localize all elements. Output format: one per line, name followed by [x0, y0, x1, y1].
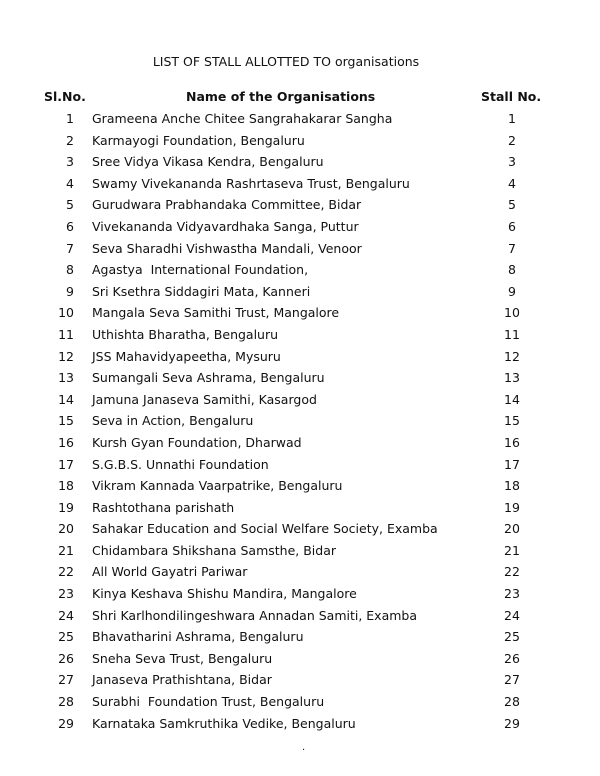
row-organisation-name: Karmayogi Foundation, Bengaluru — [92, 132, 305, 148]
row-organisation-name: Seva in Action, Bengaluru — [92, 413, 254, 429]
row-organisation-name: Kursh Gyan Foundation, Dharwad — [92, 434, 302, 450]
table-row — [0, 194, 600, 216]
row-stall-no: 16 — [504, 434, 520, 450]
row-sl-no: 17 — [58, 456, 74, 472]
row-organisation-name: Jamuna Janaseva Samithi, Kasargod — [92, 391, 317, 407]
row-sl-no: 29 — [58, 715, 74, 731]
row-sl-no: 6 — [66, 218, 74, 234]
row-organisation-name: Karnataka Samkruthika Vedike, Bengaluru — [92, 715, 356, 731]
row-organisation-name: Gurudwara Prabhandaka Committee, Bidar — [92, 197, 362, 213]
row-stall-no: 19 — [504, 499, 520, 515]
document-title: LIST OF STALL ALLOTTED TO organisations — [152, 54, 420, 69]
table-row — [0, 454, 600, 476]
row-stall-no: 5 — [508, 197, 516, 213]
row-organisation-name: S.G.B.S. Unnathi Foundation — [92, 456, 269, 472]
table-row — [0, 389, 600, 411]
row-sl-no: 20 — [58, 521, 74, 537]
row-organisation-name: Kinya Keshava Shishu Mandira, Mangalore — [92, 586, 357, 602]
row-sl-no: 28 — [58, 694, 74, 710]
row-organisation-name: Mangala Seva Samithi Trust, Mangalore — [92, 305, 340, 321]
table-row — [0, 130, 600, 152]
table-row — [0, 713, 600, 735]
table-row — [0, 626, 600, 648]
table-header — [0, 89, 600, 107]
row-stall-no: 25 — [504, 629, 520, 645]
table-row — [0, 669, 600, 691]
table-row — [0, 475, 600, 497]
row-stall-no: 26 — [504, 650, 520, 666]
table-row — [0, 367, 600, 389]
table-row — [0, 410, 600, 432]
row-sl-no: 19 — [58, 499, 74, 515]
row-organisation-name: Sri Ksethra Siddagiri Mata, Kanneri — [92, 283, 311, 299]
table-row — [0, 324, 600, 346]
table-row — [0, 173, 600, 195]
row-organisation-name: Sneha Seva Trust, Bengaluru — [92, 650, 273, 666]
table-row — [0, 540, 600, 562]
row-sl-no: 7 — [66, 240, 74, 256]
row-stall-no: 27 — [504, 672, 520, 688]
row-organisation-name: Swamy Vivekananda Rashrtaseva Trust, Bengaluru — [92, 175, 410, 191]
table-row — [0, 561, 600, 583]
row-organisation-name: Sumangali Seva Ashrama, Bengaluru — [92, 370, 325, 386]
table-row — [0, 346, 600, 368]
row-sl-no: 21 — [58, 542, 74, 558]
row-stall-no: 9 — [508, 283, 516, 299]
row-sl-no: 10 — [58, 305, 74, 321]
row-organisation-name: Surabhi Foundation Trust, Bengaluru — [92, 694, 325, 710]
table-row — [0, 432, 600, 454]
table-row — [0, 605, 600, 627]
table-row — [0, 497, 600, 519]
row-stall-no: 10 — [504, 305, 520, 321]
table-row — [0, 151, 600, 173]
row-stall-no: 22 — [504, 564, 520, 580]
table-row — [0, 518, 600, 540]
row-stall-no: 17 — [504, 456, 520, 472]
table-row — [0, 648, 600, 670]
row-sl-no: 2 — [66, 132, 74, 148]
row-sl-no: 23 — [58, 586, 74, 602]
table-row — [0, 216, 600, 238]
row-sl-no: 16 — [58, 434, 74, 450]
row-stall-no: 6 — [508, 218, 516, 234]
row-sl-no: 18 — [58, 478, 74, 494]
row-organisation-name: Sahakar Education and Social Welfare Society, Examba — [92, 521, 438, 537]
row-stall-no: 3 — [508, 154, 516, 170]
row-organisation-name: Sree Vidya Vikasa Kendra, Bengaluru — [92, 154, 324, 170]
row-sl-no: 12 — [58, 348, 74, 364]
row-stall-no: 21 — [504, 542, 520, 558]
row-sl-no: 27 — [58, 672, 74, 688]
table-row — [0, 302, 600, 324]
row-stall-no: 13 — [504, 370, 520, 386]
row-sl-no: 22 — [58, 564, 74, 580]
row-organisation-name: Shri Karlhondilingeshwara Annadan Samiti, Examba — [92, 607, 418, 623]
row-sl-no: 26 — [58, 650, 74, 666]
row-organisation-name: Janaseva Prathishtana, Bidar — [92, 672, 272, 688]
row-organisation-name: Vikram Kannada Vaarpatrike, Bengaluru — [92, 478, 343, 494]
page-mark: . — [302, 742, 306, 753]
row-stall-no: 20 — [504, 521, 520, 537]
row-sl-no: 15 — [58, 413, 74, 429]
row-sl-no: 24 — [58, 607, 74, 623]
row-sl-no: 9 — [66, 283, 74, 299]
row-sl-no: 5 — [66, 197, 74, 213]
table-row — [0, 281, 600, 303]
row-stall-no: 12 — [504, 348, 520, 364]
row-sl-no: 13 — [58, 370, 74, 386]
row-organisation-name: Seva Sharadhi Vishwastha Mandali, Venoor — [92, 240, 362, 256]
header-organisation-name: Name of the Organisations — [186, 89, 376, 104]
row-stall-no: 18 — [504, 478, 520, 494]
row-stall-no: 1 — [508, 111, 516, 126]
row-sl-no: 11 — [58, 326, 74, 342]
row-stall-no: 8 — [508, 262, 516, 278]
organisation-list — [0, 108, 600, 734]
row-stall-no: 29 — [504, 715, 520, 731]
row-sl-no: 25 — [58, 629, 74, 645]
row-stall-no: 2 — [508, 132, 516, 148]
row-organisation-name: All World Gayatri Pariwar — [92, 564, 248, 580]
row-stall-no: 7 — [508, 240, 516, 256]
row-stall-no: 11 — [504, 326, 520, 342]
row-sl-no: 1 — [66, 111, 74, 126]
row-organisation-name: Chidambara Shikshana Samsthe, Bidar — [92, 542, 337, 558]
row-sl-no: 8 — [66, 262, 74, 278]
table-row — [0, 259, 600, 281]
row-stall-no: 14 — [504, 391, 520, 407]
table-row — [0, 691, 600, 713]
table-row — [0, 108, 600, 130]
row-organisation-name: Vivekananda Vidyavardhaka Sanga, Puttur — [92, 218, 359, 234]
header-sl-no: Sl.No. — [44, 89, 86, 104]
row-organisation-name: Grameena Anche Chitee Sangrahakarar Sangha — [92, 111, 393, 126]
table-row — [0, 238, 600, 260]
row-stall-no: 28 — [504, 694, 520, 710]
row-organisation-name: Rashtothana parishath — [92, 499, 235, 515]
row-organisation-name: Bhavatharini Ashrama, Bengaluru — [92, 629, 304, 645]
row-organisation-name: Agastya International Foundation, — [92, 262, 309, 278]
row-organisation-name: Uthishta Bharatha, Bengaluru — [92, 326, 279, 342]
row-sl-no: 4 — [66, 175, 74, 191]
row-stall-no: 24 — [504, 607, 520, 623]
row-stall-no: 4 — [508, 175, 516, 191]
row-stall-no: 15 — [504, 413, 520, 429]
row-sl-no: 14 — [58, 391, 74, 407]
row-sl-no: 3 — [66, 154, 74, 170]
row-stall-no: 23 — [504, 586, 520, 602]
row-organisation-name: JSS Mahavidyapeetha, Mysuru — [92, 348, 281, 364]
table-row — [0, 583, 600, 605]
header-stall-no: Stall No. — [481, 89, 542, 104]
